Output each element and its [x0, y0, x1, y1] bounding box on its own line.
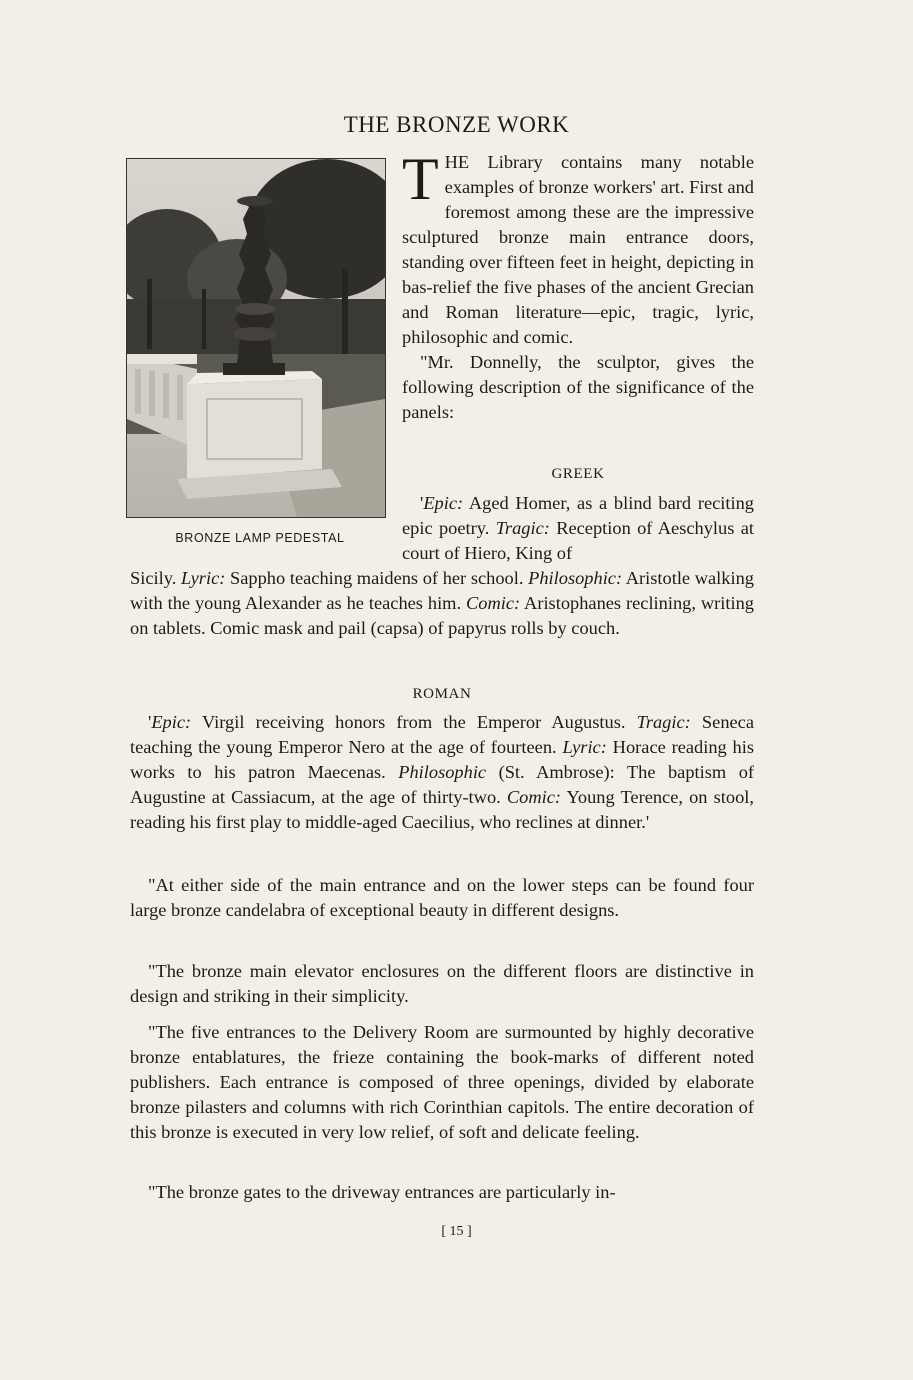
epic-label: Epic: — [423, 493, 464, 513]
greek-panels-top — [402, 491, 754, 566]
philosophic-label: Philosophic — [398, 762, 487, 782]
paragraph-gates — [130, 1180, 754, 1205]
page-number: [ 15 ] — [441, 1224, 472, 1239]
tragic-label: Tragic: — [495, 518, 550, 538]
greek-lyric: Sappho teaching maidens of her school. — [225, 568, 529, 588]
elevator-text: "The bronze main elevator enclosures on the different floors are distinctive in design and striking in their simplicity. — [130, 961, 754, 1006]
roman-epic: Virgil receiving honors from the Emperor Augustus. — [191, 712, 637, 732]
quote-mark: ' — [148, 712, 152, 732]
delivery-room-text: "The five entrances to the Delivery Room are surmounted by highly decorative bronze entablatures, the frieze containing the book-marks of different noted publishers. Each entrance is composed of three openings, divided by elaborate bronze pilasters and columns with rich Corinthian capitols. The entire decoration of this bronze is executed in very low relief, of soft and delicate feeling. — [130, 1022, 754, 1142]
roman-comic: Young Terence, on stool, reading his first play to middle-aged Caecilius, who reclines at dinner.' — [130, 787, 754, 832]
greek-tragic: Reception of Aeschylus at court of Hiero, King of — [402, 518, 754, 563]
tragic-label: Tragic: — [636, 712, 691, 732]
roman-tragic: Seneca teaching the young Emperor Nero at the age of fourteen. — [130, 712, 755, 757]
figure-caption: BRONZE LAMP PEDESTAL — [175, 531, 345, 545]
epic-label: Epic: — [151, 712, 192, 732]
photo-lamp-pedestal — [126, 158, 386, 518]
intro-quote: "Mr. Donnelly, the sculptor, gives the following description of the significance of the panels: — [402, 352, 754, 422]
paragraph-delivery-room — [130, 1020, 754, 1145]
roman-lyric: Horace reading his works to his patron Maecenas. — [130, 737, 755, 782]
intro-paragraph — [402, 146, 754, 425]
greek-heading: GREEK — [551, 466, 605, 482]
page-title: THE BRONZE WORK — [343, 112, 570, 137]
roman-heading: ROMAN — [412, 686, 472, 702]
candelabra-text: "At either side of the main entrance and on the lower steps can be found four large bronze candelabra of exceptional beauty in different designs. — [130, 875, 754, 920]
paragraph-candelabra — [130, 873, 754, 923]
lyric-label: Lyric: — [180, 568, 226, 588]
greek-panels-rest — [130, 566, 754, 641]
paragraph-elevator — [130, 959, 754, 1009]
lyric-label: Lyric: — [562, 737, 607, 757]
quote-mark: ' — [420, 493, 424, 513]
figure-bronze-lamp-pedestal — [126, 158, 386, 518]
roman-panels — [130, 710, 754, 835]
gates-text: "The bronze gates to the driveway entrances are particularly in- — [148, 1182, 616, 1202]
roman-philosophic: (St. Ambrose): The baptism of Augustine at Cassiacum, at the age of thirty-two. — [130, 762, 755, 807]
greek-tragic-cont: Sicily. — [130, 568, 181, 588]
lamp-pedestal-illustration — [127, 159, 385, 517]
drop-cap: T — [402, 146, 439, 212]
greek-epic: Aged Homer, as a blind bard reciting epic poetry. — [402, 493, 754, 538]
greek-comic: Aristophanes reclining, writing on tablets. Comic mask and pail (capsa) of papyrus rolls by couch. — [130, 593, 754, 638]
intro-text: HE Library contains many notable examples of bronze workers' art. First and foremost among these are the impressive sculptured bronze main entrance doors, standing over fifteen feet in height, depicting in bas-relief the five phases of the ancient Grecian and Roman literature—epic, tragic, lyric, philosophic and comic. — [402, 152, 754, 347]
comic-label: Comic: — [506, 787, 562, 807]
comic-label: Comic: — [466, 593, 521, 613]
philosophic-label: Philosophic: — [528, 568, 623, 588]
greek-philosophic: Aristotle walking with the young Alexander as he teaches him. — [130, 568, 754, 613]
